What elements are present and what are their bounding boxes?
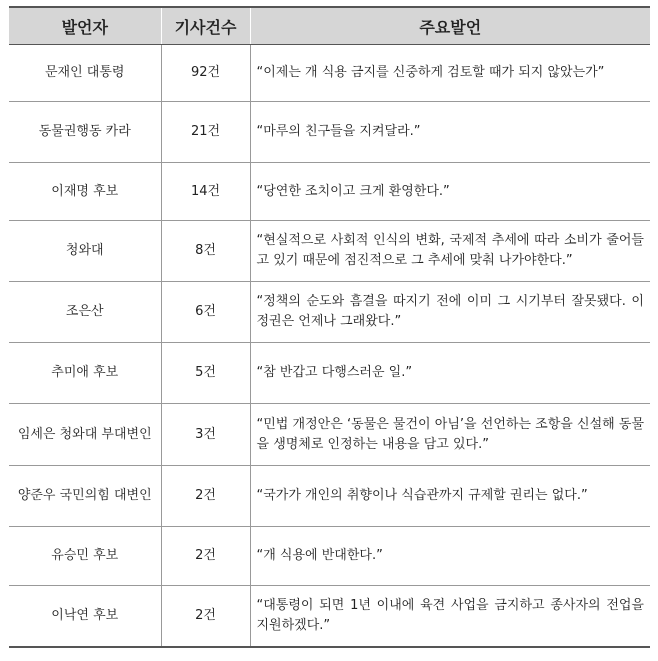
table-row [9, 586, 650, 648]
table-row [9, 282, 650, 343]
count-cell: 8건 [161, 221, 250, 282]
count-cell: 5건 [161, 343, 250, 404]
header-article-count: 기사건수 [161, 7, 250, 45]
header-speaker: 발언자 [9, 7, 161, 45]
quote-cell: “민법 개정안은 ‘동물은 물건이 아님’을 선언하는 조항을 신설해 동물을 생명체로 인정하는 내용을 담고 있다.” [250, 404, 650, 466]
header-main-statement: 주요발언 [250, 7, 650, 45]
table-row [9, 163, 650, 221]
quote-cell: “현실적으로 사회적 인식의 변화, 국제적 추세에 따라 소비가 줄어들고 있기 때문에 점진적으로 그 추세에 맞춰 나가야한다.” [250, 221, 650, 282]
quote-cell: “참 반갑고 다행스러운 일.” [250, 343, 650, 404]
speaker-cell: 추미애 후보 [9, 343, 161, 404]
quote-cell: “마루의 친구들을 지켜달라.” [250, 102, 650, 163]
speaker-cell: 임세은 청와대 부대변인 [9, 404, 161, 466]
quote-cell: “개 식용에 반대한다.” [250, 527, 650, 586]
speaker-cell: 이낙연 후보 [9, 586, 161, 648]
table-row [9, 102, 650, 163]
speaker-cell: 조은산 [9, 282, 161, 343]
table-row [9, 343, 650, 404]
speaker-cell: 이재명 후보 [9, 163, 161, 221]
count-cell: 2건 [161, 466, 250, 527]
table-header-row [9, 7, 650, 45]
quote-cell: “정책의 순도와 흠결을 따지기 전에 이미 그 시기부터 잘못됐다. 이 정권은 언제나 그래왔다.” [250, 282, 650, 343]
quote-cell: “대통령이 되면 1년 이내에 육견 사업을 금지하고 종사자의 전업을 지원하겠다.” [250, 586, 650, 648]
count-cell: 92건 [161, 45, 250, 102]
count-cell: 6건 [161, 282, 250, 343]
speaker-cell: 문재인 대통령 [9, 45, 161, 102]
table-row [9, 527, 650, 586]
table-row [9, 466, 650, 527]
table-row [9, 221, 650, 282]
speaker-cell: 동물권행동 카라 [9, 102, 161, 163]
count-cell: 14건 [161, 163, 250, 221]
count-cell: 21건 [161, 102, 250, 163]
count-cell: 3건 [161, 404, 250, 466]
table-row [9, 404, 650, 466]
speaker-cell: 유승민 후보 [9, 527, 161, 586]
speaker-cell: 양준우 국민의힘 대변인 [9, 466, 161, 527]
quote-cell: “이제는 개 식용 금지를 신중하게 검토할 때가 되지 않았는가” [250, 45, 650, 102]
quote-cell: “당연한 조치이고 크게 환영한다.” [250, 163, 650, 221]
statement-table-container [9, 6, 650, 648]
table-row [9, 45, 650, 102]
quote-cell: “국가가 개인의 취향이나 식습관까지 규제할 권리는 없다.” [250, 466, 650, 527]
count-cell: 2건 [161, 527, 250, 586]
speaker-cell: 청와대 [9, 221, 161, 282]
statement-table [9, 6, 650, 648]
count-cell: 2건 [161, 586, 250, 648]
